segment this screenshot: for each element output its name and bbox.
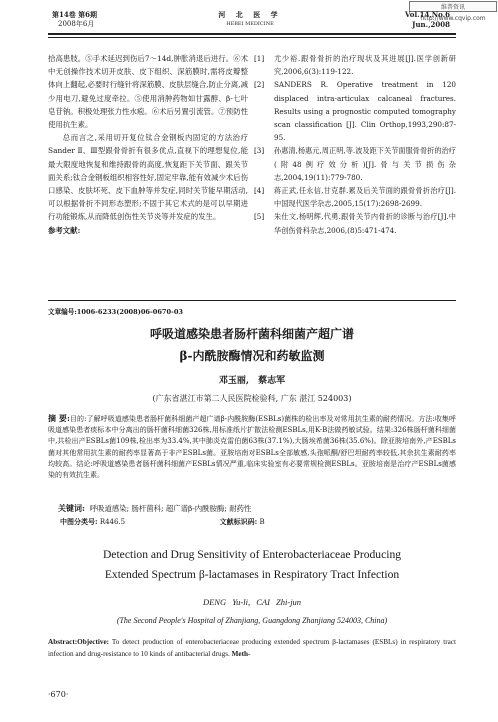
body-paragraph: 总而言之,采用切开复位钛合金钢板内固定的方法治疗Sander Ⅱ、Ⅲ型跟骨骨折有很多优点,直视下的理想复位,能最大限度地恢复和维持跟骨的高度,恢复距下关节面、跟关节面关系;钛合金钢板组织相容性好,固定牢靠,能有效减少术后伤口感染、皮肤坏死、皮下血肿等并发症,同时关节能早期活动,可以根据骨折不同形态塑形;不固于其它术式的是可以早期进行功能锻炼,从而降低创伤性关节炎等并发症的发生。 (48, 133, 248, 222)
header-rule (48, 33, 456, 35)
authors-cn: 邓玉丽, 蔡志军 (218, 376, 286, 386)
clc-label: 中图分类号: (60, 517, 98, 526)
journal-title: 河 北 医 学 (218, 10, 282, 19)
article-title-en (48, 545, 456, 585)
title-en-line2: Extended Spectrum β-lactamases in Respiratory Tract Infection (104, 568, 400, 581)
abstract-label: 摘 要: (48, 413, 70, 423)
abstract-cn (48, 413, 456, 481)
abstract-en-label: Abstract: (48, 638, 78, 646)
reference-number: [2] (254, 80, 265, 90)
keywords-text: 呼吸道感染; 肠杆菌科; 超广谱β-内酰胺酶; 耐药性 (89, 504, 252, 513)
reference-item (254, 52, 456, 78)
reference-text: 朱仕文,杨明辉,代勇.跟骨关节内骨折的诊断与治疗[J].中华创伤骨科杂志,2006,(8)5:471-474. (274, 212, 456, 235)
reference-number: [3] (254, 146, 265, 156)
clc-value: R446.5 (99, 518, 126, 526)
header-date: 2008年6月 (58, 20, 95, 28)
references-list (254, 52, 456, 237)
reference-number: [5] (254, 212, 265, 222)
abstract-en-text: To detect production of enterobacteriaceae producing extended spectrum β-lactamases (ESBLs) in respiratory tract infection and drug-resistance to 10 kinds of antibacterial drugs. (48, 638, 456, 658)
page-number: ·670· (48, 690, 69, 699)
keywords-label: 关键词: (58, 503, 85, 513)
abstract-text: 目的:了解呼吸道感染患者肠杆菌科细菌产超广谱β-内酰胺酶(ESBLs)菌株的检出率及对常用抗生素的耐药情况。方法:收集呼吸道感染患者痰标本中分离出的肠杆菌科细菌326株,用标准纸片扩散法检测ESBLs,用K-B法做药敏试验。结果:326株肠杆菌科细菌中,共检出产ESBLs菌109株,检出率为33.4%,其中肺炎克雷伯菌63株(37.1%),大肠埃希菌36株(35.6%)。除亚胺培南外,产ESBLs菌对其他常用抗生素的耐药率显著高于非产ESBLs菌。亚胺培南对ESBLs全部敏感,头孢哌酮/舒巴坦耐药率较低,其余抗生素耐药率均较高。结论:呼吸道感染患者肠杆菌科细菌产ESBLs情况严重,临床实验室有必要常规检测ESBLs。亚胺培南是治疗产ESBLs菌感染的有效抗生素。 (48, 415, 456, 480)
doc-code-value: B (259, 518, 265, 526)
reference-item (254, 144, 456, 184)
keywords (58, 503, 251, 514)
reference-number: [1] (254, 54, 265, 63)
affiliation-cn: (广东省湛江市第二人民医院检验科, 广东 湛江 524003) (152, 394, 352, 403)
header-volume-issue-en: Vol.14,No.6 (405, 10, 450, 19)
reference-item (254, 78, 456, 144)
header-volume-issue: 第14卷 第6期 (52, 10, 98, 19)
affiliation-en: (The Second People's Hospital of Zhanjiang, Guangdong Zhanjiang 524003, China) (116, 616, 388, 625)
methods-label: Meth- (231, 650, 251, 658)
source-watermark: 维普资讯 http://www.cqvip.com (409, 1, 497, 12)
objective-label: Objective: (77, 638, 110, 646)
authors-en: DENG Yu-li, CAI Zhi-jun (202, 597, 302, 607)
title-en-line1: Detection and Drug Sensitivity of Enterobacteriaceae Producing (102, 548, 402, 561)
header-date-en: Jun.,2008 (412, 20, 450, 29)
reference-text: 尤少裕.跟骨骨折的治疗现状及其进展[J].医学创新研究,2006,6(3):119-122. (274, 54, 456, 77)
section-divider (48, 300, 456, 301)
references-heading: 参考文献: (48, 225, 81, 235)
reference-item (254, 184, 456, 210)
classification-line (60, 517, 440, 527)
abstract-en (48, 636, 456, 660)
reference-number: [4] (254, 186, 265, 196)
reference-text: SANDERS R. Operative treatment in 120 displaced intra-articulax calcaneal fractures. Results using a prognostic computed tomography scan classification [J]. Clin Orthop,1993,290:87-95. (274, 80, 456, 143)
reference-text: 孙惠清,杨惠元,周正明,等.波及距下关节面服骨骨折的治疗(附48例疗效分析)[J].骨与关节损伤杂志,2004,19(11):779-780. (274, 146, 456, 182)
header-rule-thin (48, 37, 456, 38)
doc-code-label: 文献标识码: (219, 517, 258, 526)
reference-text: 蒋正武,任永信,甘克群.累及后关节面的跟骨骨折治疗[J].中国现代医学杂志,2005,15(17):2698-2699. (274, 186, 456, 209)
left-column (48, 52, 248, 237)
article-number: 文章编号:1006-6233(2008)06-0670-03 (48, 308, 184, 316)
body-paragraph: 拾高患肢。⑤手术延迟到伤后7～14d,肿胀消退后进行。⑥术中无创操作技术切开皮肤、皮下组织、深筋膜时,需将皮瓣整体向上翻起,必要时行缝针将深筋膜、皮肤层缝合,防止分离,减少用电刀,避免过度牵拉。⑤使用消肿药物如甘露醇、β-七叶皂苷钠。积极处理张力性水疱。⑥术后另置引流管。⑦预防性使用抗生素。 (48, 54, 248, 130)
reference-item (254, 210, 456, 236)
article-title-cn: 呼吸道感染患者肠杆菌科细菌产超广谱 (149, 327, 354, 341)
article-title-cn-line2: β-内酰胺酶情况和药敏监测 (179, 349, 325, 363)
journal-title-en: HEBEI MEDICINE (226, 21, 274, 27)
